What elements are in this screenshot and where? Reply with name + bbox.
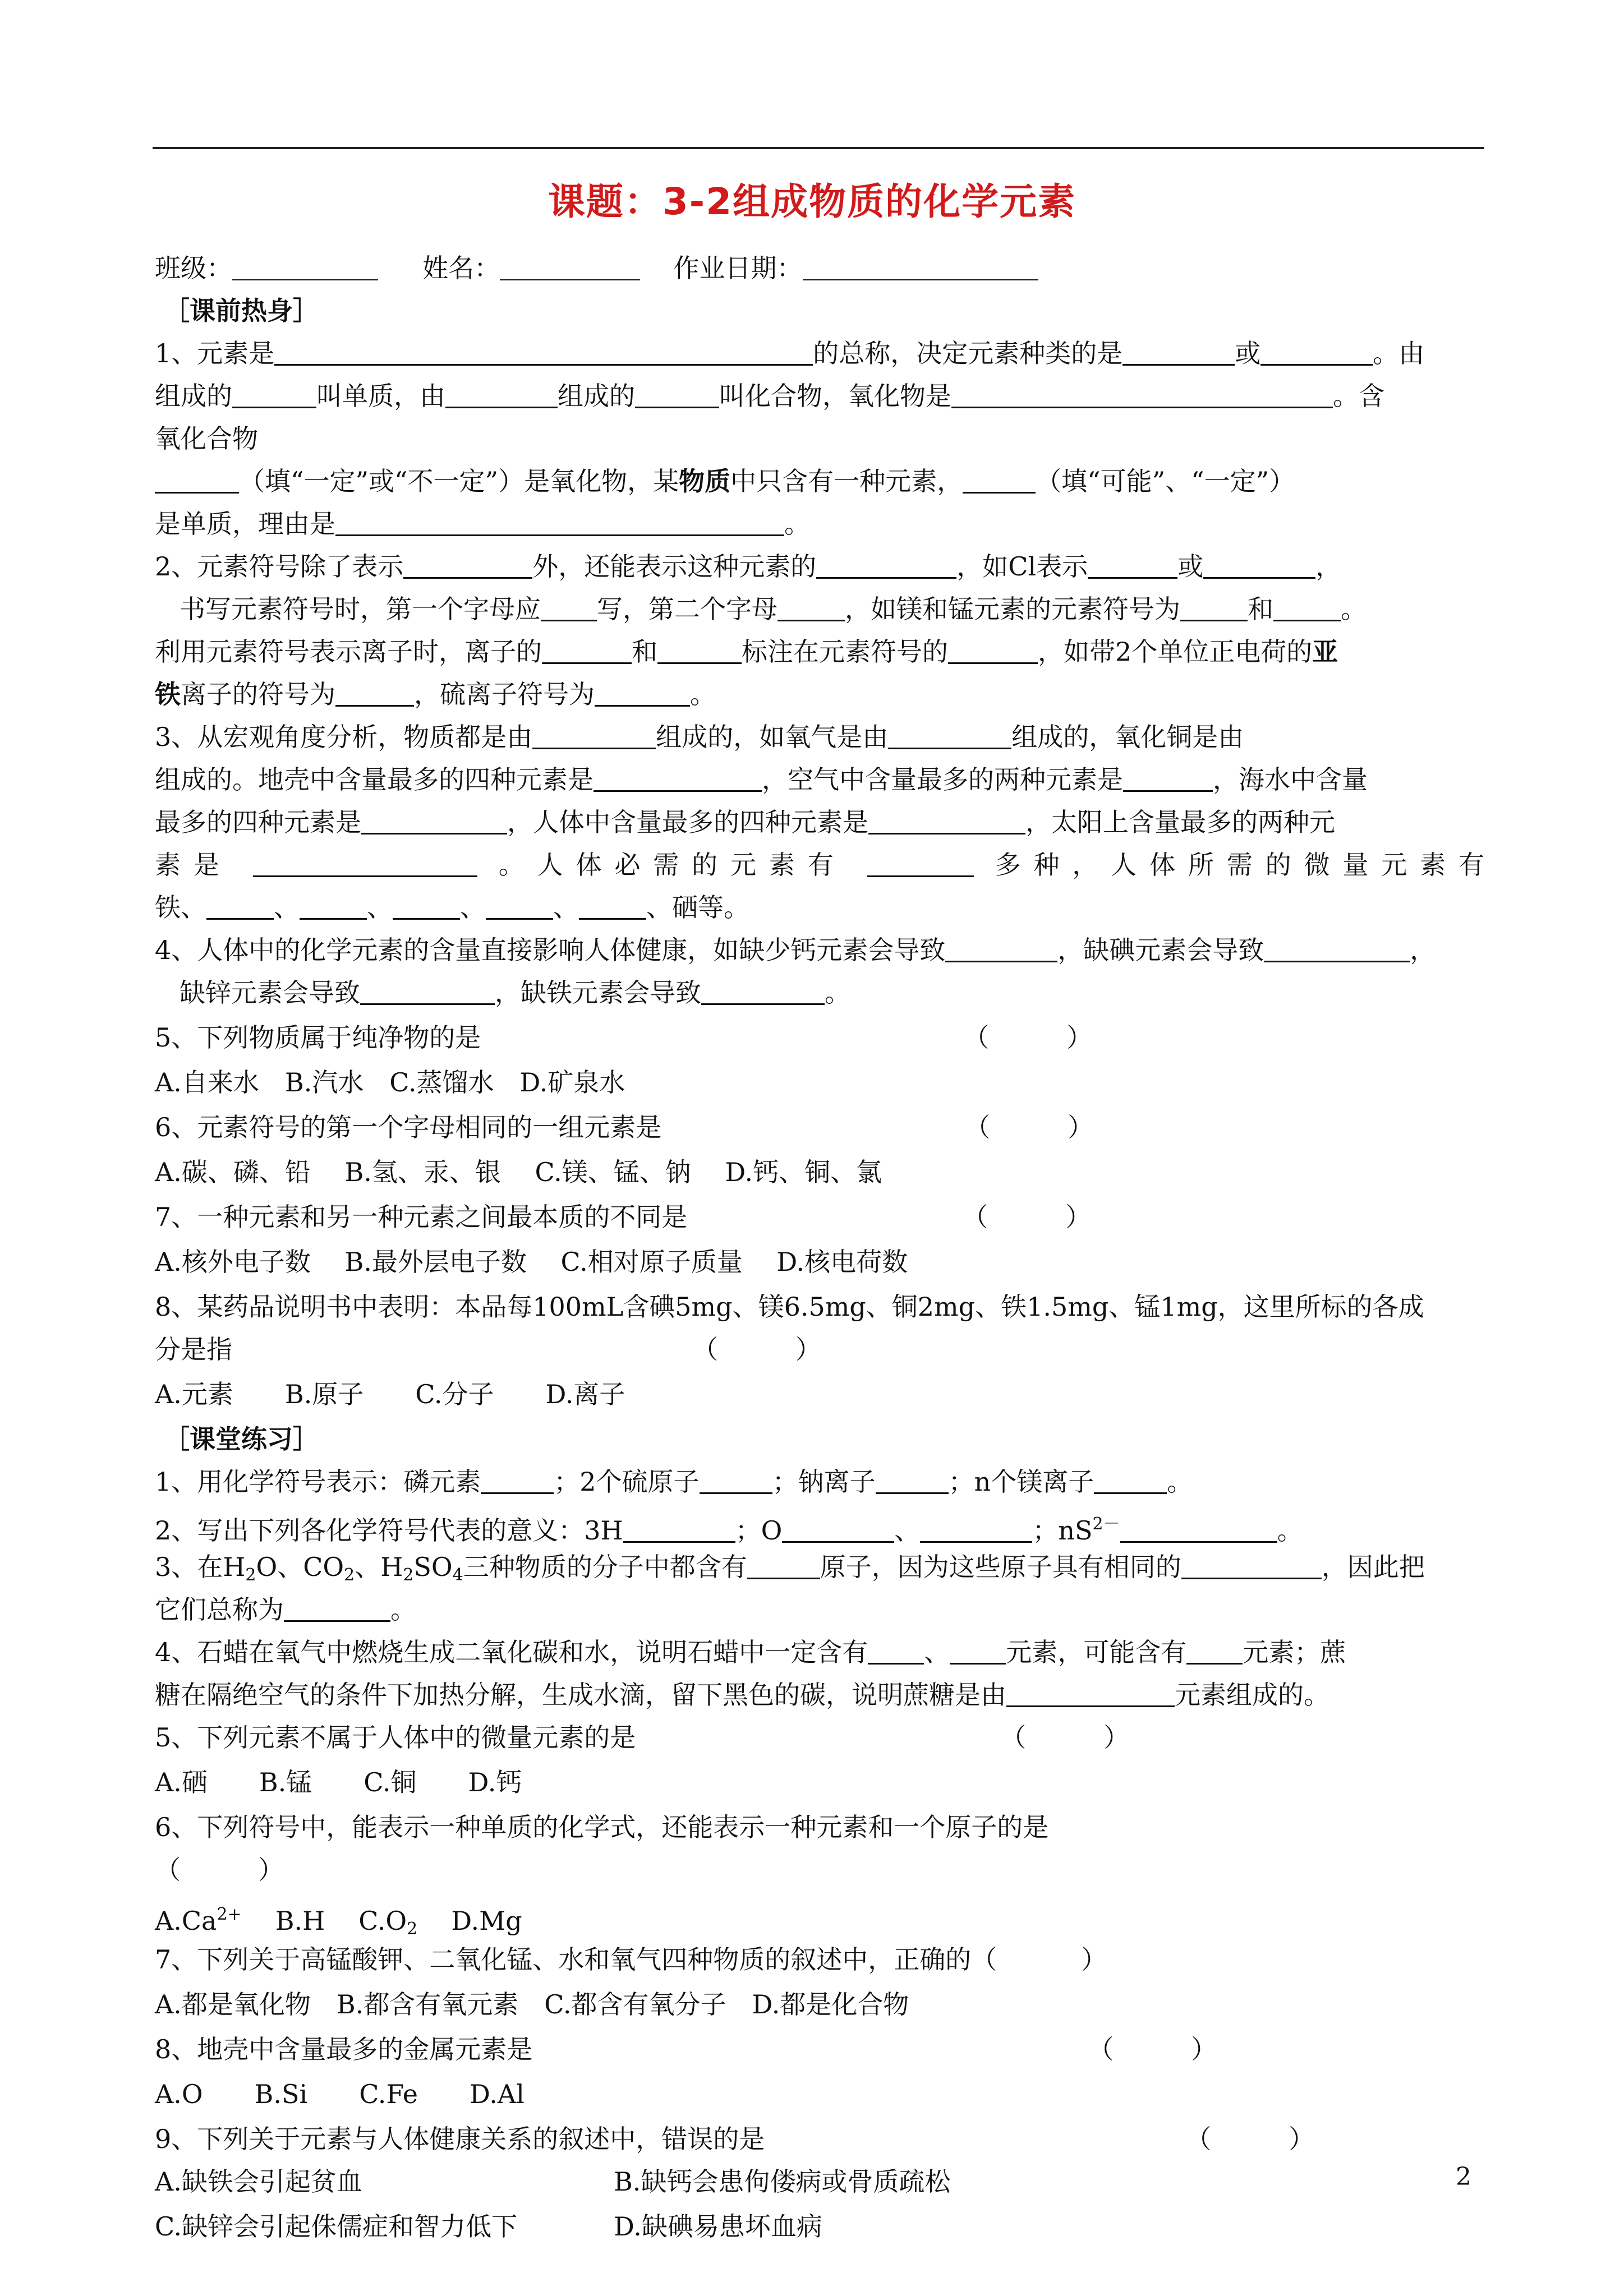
p1-line: 1、用化学符号表示：磷元素 ；2个硫原子 ；钠离子 ；n个镁离子 。 <box>155 1467 1193 1497</box>
blank[interactable] <box>963 466 1036 494</box>
blank[interactable] <box>782 1515 894 1543</box>
blank[interactable] <box>155 466 239 494</box>
q5-stem: 5、下列物质属于纯净物的是 （ ） <box>155 1016 1484 1059</box>
section-practice: ［课堂练习］ <box>164 1424 319 1454</box>
blank[interactable] <box>1264 935 1410 962</box>
answer-paren[interactable]: （ ） <box>1185 2124 1315 2154</box>
name-blank[interactable] <box>500 253 640 280</box>
blank[interactable] <box>868 1637 924 1665</box>
q1-line1: 1、元素是 的总称，决定元素种类的是 或 。由 <box>155 338 1425 368</box>
q3-line5: 铁、 、 、 、 、 、硒等。 <box>155 892 749 923</box>
blank[interactable] <box>867 850 974 877</box>
answer-paren[interactable]: （ ） <box>1088 2034 1217 2064</box>
q7-options: A.核外电子数 B.最外层电子数 C.相对原子质量 D.核电荷数 <box>155 1247 908 1277</box>
p9-options-row2: C.缺锌会引起侏儒症和智力低下 D.缺碘易患坏血病 <box>155 2211 822 2242</box>
blank[interactable] <box>948 637 1038 664</box>
blank[interactable] <box>1181 1552 1322 1579</box>
blank[interactable] <box>700 1467 772 1494</box>
blank[interactable] <box>300 892 367 920</box>
answer-paren[interactable]: （ ） <box>692 1334 821 1364</box>
blank[interactable] <box>486 892 553 920</box>
blank[interactable] <box>1006 1680 1175 1707</box>
blank[interactable] <box>778 594 845 621</box>
blank[interactable] <box>541 594 597 621</box>
q2-line2: 书写元素符号时，第一个字母应 写，第二个字母 ，如镁和锰元素的元素符号为 和 。 <box>180 594 1367 624</box>
blank[interactable] <box>1260 338 1373 366</box>
blank[interactable] <box>579 892 646 920</box>
blank[interactable] <box>1186 1637 1243 1665</box>
q8-stem2: 分是指 （ ） <box>155 1328 1484 1371</box>
blank[interactable] <box>657 637 742 664</box>
p6-paren <box>155 1848 1484 1891</box>
answer-paren[interactable]: （ ） <box>963 1022 1093 1053</box>
q3-line1: 3、从宏观角度分析，物质都是由 组成的，如氧气是由 组成的，氧化铜是由 <box>155 722 1244 752</box>
blank[interactable] <box>635 381 719 408</box>
q6-options: A.碳、磷、铅 B.氢、汞、银 C.镁、锰、钠 D.钙、铜、氯 <box>155 1157 882 1187</box>
p9-stem: 9、下列关于元素与人体健康关系的叙述中，错误的是 （ ） <box>155 2118 1484 2160</box>
class-label: 班级： <box>155 253 232 283</box>
header-line <box>155 247 1484 289</box>
blank[interactable] <box>481 1467 554 1494</box>
page-title: 课题：3-2组成物质的化学元素 <box>548 180 1076 223</box>
worksheet-body <box>155 247 1484 2248</box>
blank[interactable] <box>816 551 956 579</box>
p8-options: A.O B.Si C.Fe D.Al <box>155 2079 525 2109</box>
q1-line4: （填“一定”或“不一定”）是氧化物，某物质中只含有一种元素， （填“可能”、“一定”） <box>155 460 1484 502</box>
p5-options: A.硒 B.锰 C.铜 D.钙 <box>155 1767 522 1797</box>
p4-line2: 糖在隔绝空气的条件下加热分解，生成水滴，留下黑色的碳，说明蔗糖是由 元素组成的。 <box>155 1680 1329 1710</box>
blank[interactable] <box>360 978 495 1005</box>
blank[interactable] <box>1203 551 1315 579</box>
p5-stem: 5、下列元素不属于人体中的微量元素的是 （ ） <box>155 1716 1484 1759</box>
blank[interactable] <box>335 509 784 536</box>
answer-paren[interactable]: （ ） <box>1000 1722 1130 1753</box>
blank[interactable] <box>253 850 477 877</box>
blank[interactable] <box>335 679 414 707</box>
blank[interactable] <box>595 679 690 707</box>
q7-stem: 7、一种元素和另一种元素之间最本质的不同是 （ ） <box>155 1196 1484 1238</box>
q8-stem1: 8、某药品说明书中表明：本品每100mL含碘5mg、镁6.5mg、铜2mg、铁1.5mg、锰1mg，这里所标的各成 <box>155 1292 1424 1322</box>
page-number: 2 <box>1456 2163 1471 2191</box>
blank[interactable] <box>950 1637 1006 1665</box>
blank[interactable] <box>284 1594 390 1622</box>
q3-line4: 素是 。人体必需的元素有 多种，人体所需的微量元素有 <box>155 850 1485 880</box>
p7-stem: 7、下列关于高锰酸钾、二氧化锰、水和氧气四种物质的叙述中，正确的（ ） <box>155 1944 1107 1975</box>
q2-line1: 2、元素符号除了表示 外，还能表示这种元素的 ，如Cl表示 或 ， <box>155 551 1342 582</box>
blank[interactable] <box>747 1552 820 1579</box>
blank[interactable] <box>403 551 532 579</box>
p3-line1: 3、在$H_2O$、$CO_2$、$H_2SO_4$三种物质的分子中都含有 原子，因为这些原子具有相同的 ，因此把 <box>155 1552 1425 1585</box>
blank[interactable] <box>1122 338 1235 366</box>
p9-options-row1: A.缺铁会引起贫血 B.缺钙会患佝偻病或骨质疏松 <box>155 2166 951 2197</box>
blank[interactable] <box>888 722 1011 749</box>
q1-line5: 是单质，理由是 。 <box>155 509 810 539</box>
q6-stem: 6、元素符号的第一个字母相同的一组元素是 （ ） <box>155 1106 1484 1149</box>
blank[interactable] <box>542 637 632 664</box>
header-rule <box>153 147 1484 149</box>
q3-line2: 组成的。地壳中含量最多的四种元素是 ，空气中含量最多的两种元素是 ，海水中含量 <box>155 764 1368 795</box>
blank[interactable] <box>445 381 558 408</box>
answer-paren[interactable]: （ ） <box>962 1202 1092 1232</box>
p6-options: $A.Ca^{2+}$ B.H $C.O_2$ D.Mg <box>155 1905 522 1939</box>
q3-line3: 最多的四种元素是 ，人体中含量最多的四种元素是 ，太阳上含量最多的两种元 <box>155 807 1335 837</box>
answer-paren[interactable]: （ ） <box>964 1112 1094 1142</box>
date-blank[interactable] <box>803 253 1038 280</box>
blank[interactable] <box>393 892 460 920</box>
blank[interactable] <box>206 892 274 920</box>
q1-line3: 氧化合物 <box>155 423 258 454</box>
blank[interactable] <box>532 722 656 749</box>
blank[interactable] <box>1273 594 1341 621</box>
date-label: 作业日期： <box>673 253 803 283</box>
q4-line1: 4、人体中的化学元素的含量直接影响人体健康，如缺少钙元素会导致 ，缺碘元素会导致 ， <box>155 935 1436 965</box>
blank[interactable] <box>594 764 762 792</box>
blank[interactable] <box>945 935 1057 962</box>
blank[interactable] <box>701 978 825 1005</box>
blank[interactable] <box>868 807 1025 835</box>
section-warmup: ［课前热身］ <box>164 296 319 326</box>
p2-line: 2、写出下列各化学符号代表的意义：3H ；O 、 ；$nS^{2-}$ 。 <box>155 1514 1303 1546</box>
blank[interactable] <box>951 381 1333 408</box>
blank[interactable] <box>232 381 316 408</box>
blank[interactable] <box>920 1515 1032 1543</box>
blank[interactable] <box>1180 594 1248 621</box>
answer-paren[interactable]: （ ） <box>155 1855 284 1885</box>
q1-line2: 组成的 叫单质，由 组成的 叫化合物，氧化物是 。含 <box>155 381 1384 411</box>
class-blank[interactable] <box>232 253 378 280</box>
name-label: 姓名： <box>422 253 500 283</box>
blank[interactable] <box>1120 1515 1277 1543</box>
q8-options: A.元素 B.原子 C.分子 D.离子 <box>155 1379 625 1409</box>
blank[interactable] <box>623 1515 735 1543</box>
p8-stem: 8、地壳中含量最多的金属元素是 （ ） <box>155 2028 1484 2071</box>
blank[interactable] <box>361 807 507 835</box>
blank[interactable] <box>1094 1467 1167 1494</box>
blank[interactable] <box>1088 551 1177 579</box>
p4-line1: 4、石蜡在氧气中燃烧生成二氧化碳和水，说明石蜡中一定含有 、 元素，可能含有 元素；蔗 <box>155 1637 1346 1667</box>
q2-line4: 铁离子的符号为 ，硫离子符号为 。 <box>155 679 716 709</box>
q2-line3: 利用元素符号表示离子时，离子的 和 标注在元素符号的 ，如带2个单位正电荷的亚 <box>155 637 1338 667</box>
blank[interactable] <box>274 338 813 366</box>
p3-line2: 它们总称为 。 <box>155 1594 416 1625</box>
blank[interactable] <box>876 1467 949 1494</box>
p6-stem: 6、下列符号中，能表示一种单质的化学式，还能表示一种元素和一个原子的是 <box>155 1812 1049 1842</box>
q5-options: A.自来水 B.汽水 C.蒸馏水 D.矿泉水 <box>155 1067 625 1098</box>
q4-line2: 缺锌元素会导致 ，缺铁元素会导致 。 <box>180 978 850 1008</box>
p7-options: A.都是氧化物 B.都含有氧元素 C.都含有氧分子 D.都是化合物 <box>155 1989 909 2020</box>
blank[interactable] <box>1123 764 1213 792</box>
